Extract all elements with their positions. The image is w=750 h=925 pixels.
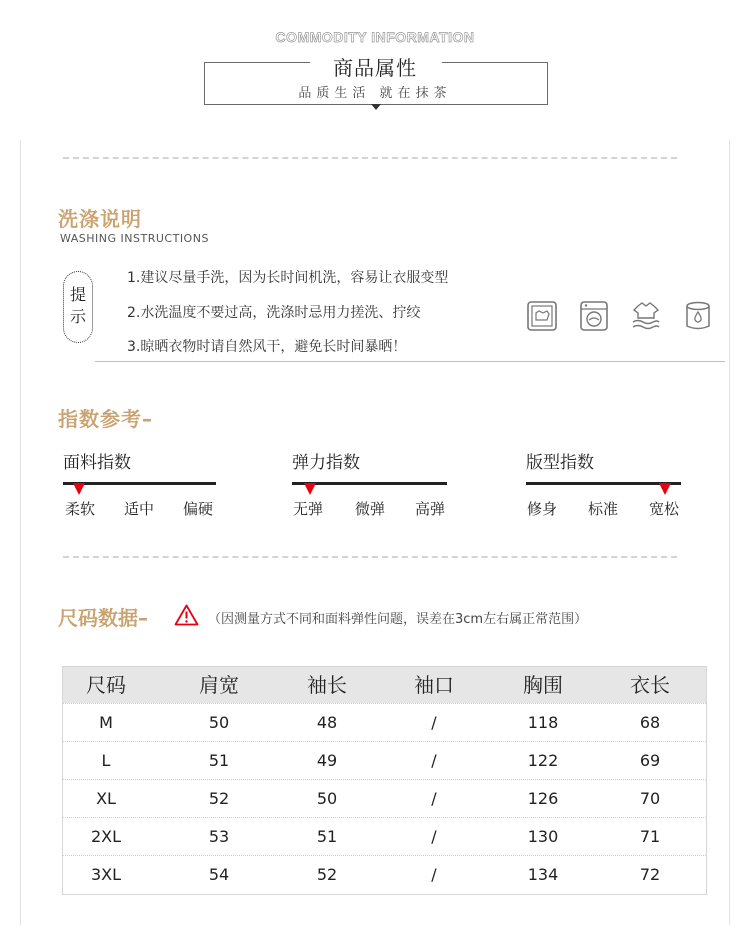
fabric-index-title: 面料指数: [63, 453, 131, 473]
table-cell: 71: [639, 827, 661, 846]
wash-line-2: 2.水洗温度不要过高，洗涤时忌用力搓洗、拧绞: [127, 305, 421, 321]
table-cell: 48: [316, 713, 338, 732]
table-cell: 54: [208, 865, 230, 884]
elastic-index-label-1: 无弹: [293, 500, 324, 518]
fit-index-label-1: 修身: [527, 500, 558, 518]
table-cell: 50: [208, 713, 230, 732]
wash-line-3: 3.晾晒衣物时请自然风干，避免长时间暴晒！: [127, 339, 407, 355]
col-header-length: 衣长: [630, 673, 670, 697]
table-cell: 118: [527, 713, 559, 732]
fabric-index-label-3: 偏硬: [183, 500, 214, 518]
col-header-size: 尺码: [86, 673, 126, 697]
header-subtitle: 品质生活 就在抹茶: [298, 86, 452, 101]
header-cn-title: 商品属性: [333, 56, 417, 80]
col-header-shoulder: 肩宽: [199, 673, 239, 697]
table-cell: 70: [639, 789, 661, 808]
table-cell: 50: [316, 789, 338, 808]
table-cell: /: [431, 789, 437, 808]
tip-char-1: 提: [69, 285, 86, 304]
table-cell: 53: [208, 827, 230, 846]
table-cell: 52: [208, 789, 230, 808]
table-cell: 51: [208, 751, 230, 770]
water-temperature-icon: [630, 300, 662, 332]
washing-en-title: WASHING INSTRUCTIONS: [60, 232, 209, 245]
fit-index-label-3: 宽松: [649, 500, 680, 518]
table-cell: 3XL: [90, 865, 122, 884]
table-cell: 122: [527, 751, 559, 770]
table-cell: /: [431, 827, 437, 846]
size-table: [62, 666, 707, 895]
elastic-index-title: 弹力指数: [292, 453, 360, 473]
table-cell: /: [431, 865, 437, 884]
table-row: [63, 855, 706, 893]
fabric-index-label-2: 适中: [124, 500, 155, 518]
table-cell: 68: [639, 713, 661, 732]
hand-wash-icon: [526, 300, 558, 332]
wash-line-1: 1.建议尽量手洗，因为长时间机洗，容易让衣服变型: [127, 270, 449, 286]
fit-index-bar: [526, 482, 681, 485]
col-header-sleeve: 袖长: [307, 673, 347, 697]
table-row: [63, 703, 706, 741]
table-row: [63, 741, 706, 779]
table-row: [63, 817, 706, 855]
washing-machine-icon: [578, 300, 610, 332]
table-cell: L: [101, 751, 111, 770]
table-cell: /: [431, 751, 437, 770]
fabric-index-marker: [73, 483, 85, 495]
fit-index-marker: [659, 483, 671, 495]
col-header-chest: 胸围: [523, 673, 563, 697]
index-title: 指数参考–: [58, 407, 153, 431]
header-arrow-icon: [371, 104, 381, 110]
tip-badge: [63, 271, 93, 343]
size-table-header: [63, 667, 706, 703]
fit-index-label-2: 标准: [588, 500, 619, 518]
table-cell: M: [99, 713, 113, 732]
commodity-info-header: [0, 0, 750, 140]
size-title: 尺码数据–: [58, 606, 148, 630]
table-cell: 51: [316, 827, 338, 846]
table-cell: 69: [639, 751, 661, 770]
fabric-index-bar: [63, 482, 216, 485]
tip-char-2: 示: [69, 307, 86, 326]
header-en-title: COMMODITY INFORMATION: [275, 29, 475, 45]
table-cell: 130: [527, 827, 559, 846]
table-row: [63, 779, 706, 817]
table-cell: 49: [316, 751, 338, 770]
table-cell: 126: [527, 789, 559, 808]
elastic-index-label-3: 高弹: [415, 500, 446, 518]
elastic-index-label-2: 微弹: [355, 500, 386, 518]
table-cell: XL: [96, 789, 116, 808]
fit-index-title: 版型指数: [526, 453, 594, 473]
washing-title: 洗涤说明: [58, 207, 142, 231]
warning-icon: [174, 604, 199, 626]
dashed-divider-bottom: [63, 556, 677, 558]
col-header-cuff: 袖口: [414, 673, 454, 697]
soak-bucket-icon: [682, 300, 714, 332]
wash-divider: [95, 361, 725, 362]
table-cell: 2XL: [90, 827, 122, 846]
elastic-index-marker: [304, 483, 316, 495]
dashed-divider-top: [63, 157, 677, 159]
table-cell: 72: [639, 865, 661, 884]
table-cell: 134: [527, 865, 559, 884]
size-note: （因测量方式不同和面料弹性问题，误差在3cm左右属正常范围）: [208, 612, 588, 627]
fabric-index-label-1: 柔软: [65, 500, 96, 518]
table-cell: 52: [316, 865, 338, 884]
table-cell: /: [431, 713, 437, 732]
